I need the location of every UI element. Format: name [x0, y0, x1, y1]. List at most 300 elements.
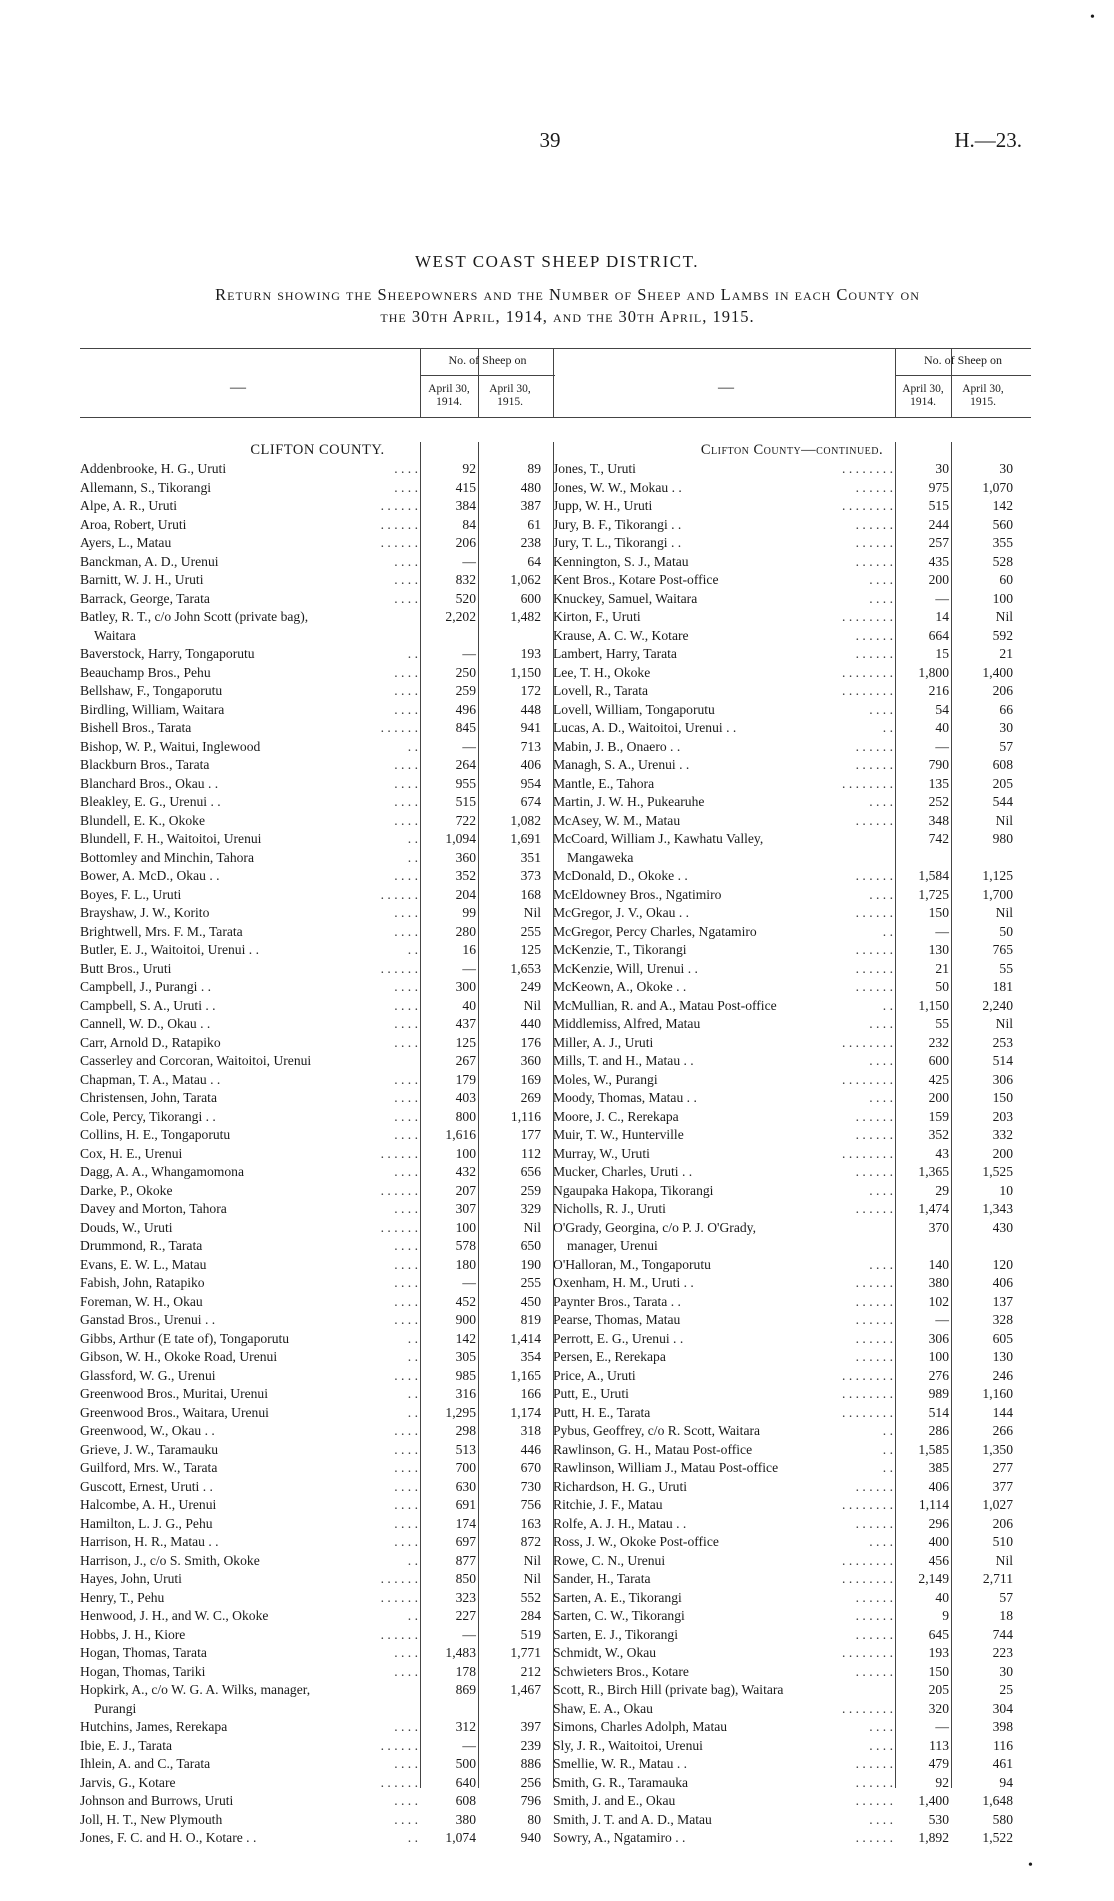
sheep-1914: 296: [928, 1515, 949, 1531]
sheep-1915: 329: [520, 1201, 541, 1216]
table-row: [80, 1052, 555, 1071]
owner-cell: [80, 1626, 418, 1645]
leader-dots: . . . .: [394, 664, 418, 680]
table-row: [553, 923, 1031, 942]
leader-dots: . . . . . .: [855, 942, 893, 957]
owner-name: Davey and Morton, Tahora: [80, 1201, 227, 1216]
owner-cell: [80, 460, 418, 479]
sheep-1914: 352: [928, 1127, 949, 1142]
sheep-1914: 159: [928, 1108, 949, 1124]
sheep-1914: 99: [462, 905, 476, 920]
sheep-1914: 370: [928, 1219, 949, 1235]
owner-cell: [553, 701, 893, 720]
owner-cell: [80, 516, 418, 535]
sheep-1915: 328: [992, 1312, 1013, 1327]
header-col-1914-line2: 1914.: [910, 396, 936, 408]
sheep-1914: —: [462, 1626, 476, 1642]
owner-name: Hamilton, L. J. G., Pehu: [80, 1515, 213, 1531]
owner-name: Barrack, George, Tarata: [80, 590, 210, 606]
owner-name: Smith, J. T. and A. D., Matau: [553, 1811, 712, 1827]
sheep-1914: 92: [935, 1774, 949, 1790]
sheep-1915: 21: [999, 646, 1013, 661]
table-row: [553, 682, 1031, 701]
leader-dots: . . . . . . . .: [842, 1571, 893, 1586]
sheep-1914: 180: [455, 1256, 476, 1272]
sheep-1915: 373: [520, 868, 541, 883]
table-row: [553, 1126, 1031, 1145]
owner-name: Richardson, H. G., Uruti: [553, 1478, 688, 1494]
owner-name: Cox, H. E., Urenui: [80, 1145, 183, 1161]
owner-name: Brayshaw, J. W., Korito: [80, 905, 210, 920]
owner-cell: [553, 1755, 893, 1774]
owner-name: Murray, W., Uruti: [553, 1145, 650, 1161]
sheep-1914: 40: [935, 1589, 949, 1605]
table-row: [553, 1570, 1031, 1589]
leader-dots: . .: [882, 1441, 893, 1457]
sheep-1914: 348: [928, 812, 949, 828]
leader-dots: . . . . . .: [855, 738, 893, 754]
sheep-1914: 1,365: [918, 1164, 949, 1179]
sheep-1914: 515: [928, 498, 949, 513]
table-row: [553, 479, 1031, 498]
table-row: [80, 645, 555, 664]
owner-cell: [80, 645, 418, 664]
owner-cell: [80, 1052, 418, 1071]
owner-cell: [80, 960, 418, 979]
owner-cell: [80, 904, 418, 923]
sheep-1914: 264: [455, 757, 476, 772]
sheep-1915: Nil: [995, 812, 1013, 828]
sheep-1914: 232: [928, 1034, 949, 1050]
owner-cell: [553, 960, 893, 979]
leader-dots: . . . . . . . .: [842, 1145, 893, 1161]
sheep-1915: 1,648: [982, 1793, 1013, 1808]
leader-dots: . . . . . .: [855, 960, 893, 976]
sheep-1914: 14: [935, 609, 949, 624]
county-heading: Clifton County—continued.: [700, 442, 884, 458]
table-row: [553, 1034, 1031, 1053]
sheep-1914: 267: [455, 1053, 476, 1068]
sheep-1914: 432: [455, 1164, 476, 1179]
sheep-1914: 380: [455, 1811, 476, 1827]
sheep-1915: 1,070: [982, 479, 1013, 495]
leader-dots: . .: [407, 942, 418, 957]
sheep-1915: 246: [992, 1367, 1013, 1383]
sheep-1914: 305: [455, 1349, 476, 1364]
owner-name: McKenzie, T., Tikorangi: [553, 942, 687, 957]
table-row: [553, 904, 1031, 923]
owner-cell: [80, 941, 418, 960]
sheep-1914: 200: [928, 572, 949, 587]
owner-cell: [80, 1533, 418, 1552]
sheep-1914: 530: [928, 1811, 949, 1827]
sheep-1915: 1,343: [982, 1201, 1013, 1216]
leader-dots: . .: [407, 831, 418, 846]
sheep-1915: 200: [992, 1145, 1013, 1161]
sheep-1914: 1,584: [918, 868, 949, 883]
sheep-1915: 166: [520, 1386, 541, 1401]
sheep-1915: 1,653: [510, 960, 541, 976]
leader-dots: . . . .: [394, 1164, 418, 1179]
sheep-1914: 204: [455, 886, 476, 902]
sheep-1915: 1,771: [510, 1645, 541, 1660]
owner-name: Moles, W., Purangi: [553, 1071, 658, 1087]
sheep-1914: 130: [928, 942, 949, 957]
leader-dots: . . . .: [394, 757, 418, 772]
leader-dots: . . . .: [394, 923, 418, 939]
sheep-1915: 30: [999, 720, 1013, 735]
sheep-1915: 66: [999, 701, 1013, 717]
sheep-1914: 425: [928, 1071, 949, 1087]
owner-cell: [80, 534, 418, 553]
leader-dots: . . . . . . . .: [842, 1367, 893, 1383]
leader-dots: . . . . . .: [380, 535, 418, 550]
sheep-1914: 280: [455, 923, 476, 939]
owner-name: Cole, Percy, Tikorangi . .: [80, 1108, 216, 1124]
table-row: [553, 1459, 1031, 1478]
owner-name: Bishell Bros., Tarata: [80, 720, 192, 735]
sheep-1914: 456: [928, 1552, 949, 1568]
owner-name: Persen, E., Rerekapa: [553, 1349, 666, 1364]
owner-cell: [553, 1570, 893, 1589]
left-table: [80, 348, 555, 1848]
table-row: [553, 460, 1031, 479]
owner-cell: [553, 1644, 893, 1663]
owner-cell: [80, 1034, 418, 1053]
leader-dots: . . . . . . . .: [842, 1034, 893, 1050]
table-row: [553, 1774, 1031, 1793]
sheep-1914: 1,892: [918, 1830, 949, 1845]
owner-name: Chapman, T. A., Matau . .: [80, 1071, 221, 1087]
owner-name: Putt, E., Uruti: [553, 1386, 629, 1401]
owner-name: Jury, B. F., Tikorangi . .: [553, 516, 682, 532]
sheep-1915: 239: [520, 1737, 541, 1753]
table-row: [553, 1589, 1031, 1608]
column-divider: [951, 442, 952, 1788]
leader-dots: . . . . . .: [855, 1127, 893, 1142]
sheep-1915: 1,482: [510, 609, 541, 624]
owner-cell: [80, 1126, 418, 1145]
owner-cell: [553, 1496, 893, 1515]
sheep-1914: 207: [455, 1182, 476, 1198]
owner-name: Mills, T. and H., Matau . .: [553, 1053, 694, 1068]
sheep-1915: 600: [520, 590, 541, 606]
owner-name: Smith, J. and E., Okau: [553, 1793, 676, 1808]
sheep-1914: 1,150: [918, 997, 949, 1013]
leader-dots: . . . .: [394, 1478, 418, 1494]
table-row: [553, 1293, 1031, 1312]
owner-name: Shaw, E. A., Okau: [553, 1700, 653, 1716]
header-rule: [895, 375, 1031, 376]
owner-cell: [553, 1404, 893, 1423]
sheep-1914: 21: [935, 960, 949, 976]
sheep-1914: 55: [935, 1016, 949, 1031]
sheep-1914: 306: [928, 1330, 949, 1346]
table-row: [80, 1515, 555, 1534]
owner-cell: [553, 553, 893, 572]
sheep-1914: 206: [455, 535, 476, 550]
owner-name: Ibie, E. J., Tarata: [80, 1737, 173, 1753]
sheep-1915: 306: [992, 1071, 1013, 1087]
leader-dots: . .: [882, 923, 893, 939]
header-col-1914-line1: April 30,: [428, 383, 470, 395]
sheep-1915: 304: [992, 1700, 1013, 1716]
owner-cell: [80, 1718, 418, 1737]
owner-cell: [80, 553, 418, 572]
sheep-1914: 832: [455, 572, 476, 587]
owner-cell: [553, 645, 893, 664]
owner-name: Bottomley and Minchin, Tahora: [80, 849, 254, 865]
owner-name: Bellshaw, F., Tongaporutu: [80, 683, 223, 698]
owner-cell: [80, 1200, 418, 1219]
leader-dots: . . . .: [869, 1016, 893, 1031]
table-row: [553, 1737, 1031, 1756]
sheep-1915: 18: [999, 1608, 1013, 1623]
sheep-1914: 135: [928, 775, 949, 791]
leader-dots: . . . .: [869, 572, 893, 587]
owner-cell: [80, 1496, 418, 1515]
sheep-1914: 2,202: [445, 609, 476, 624]
sheep-1915: 172: [520, 683, 541, 698]
owner-name: Mucker, Charles, Uruti . .: [553, 1164, 693, 1179]
leader-dots: . . . . . .: [855, 1774, 893, 1790]
leader-dots: . . . .: [394, 775, 418, 791]
owner-name: McKeown, A., Okoke . .: [553, 979, 687, 994]
table-row: [80, 682, 555, 701]
header-col-1915-line1: April 30,: [962, 383, 1004, 395]
sheep-1915: 765: [992, 942, 1013, 957]
table-row: [553, 756, 1031, 775]
owner-name: Butt Bros., Uruti: [80, 960, 172, 976]
table-row: [80, 997, 555, 1016]
leader-dots: . . . . . .: [380, 516, 418, 532]
owner-name: Guilford, Mrs. W., Tarata: [80, 1460, 218, 1475]
owner-name: McAsey, W. M., Matau: [553, 812, 681, 828]
table-row: [553, 627, 1031, 646]
owner-cell: [80, 849, 418, 868]
table-row: [80, 1330, 555, 1349]
sheep-1914: 700: [455, 1460, 476, 1475]
sheep-1914: 869: [455, 1682, 476, 1697]
sheep-1914: 1,400: [918, 1793, 949, 1808]
sheep-1914: 608: [455, 1793, 476, 1808]
owner-name: McKenzie, Will, Urenui . .: [553, 960, 698, 976]
sheep-1914: 9: [942, 1608, 949, 1623]
owner-name: Jones, T., Uruti: [553, 461, 636, 476]
owner-name: Moore, J. C., Rerekapa: [553, 1108, 679, 1124]
owner-cell: [553, 738, 893, 757]
owner-name: Hobbs, J. H., Kiore: [80, 1626, 186, 1642]
table-row: [553, 571, 1031, 590]
leader-dots: . .: [882, 1460, 893, 1475]
leader-dots: . . . .: [394, 683, 418, 698]
leader-dots: . . . .: [394, 701, 418, 717]
table-row: [80, 1681, 555, 1700]
leader-dots: . . . . . . . .: [842, 1700, 893, 1716]
owner-name: Harrison, H. R., Matau . .: [80, 1534, 219, 1549]
leader-dots: . . . . . . . .: [842, 664, 893, 680]
owner-name: Pybus, Geoffrey, c/o R. Scott, Waitara: [553, 1423, 761, 1438]
leader-dots: . . . . . .: [855, 553, 893, 569]
header-group-label: No. of Sheep on: [448, 353, 527, 367]
owner-cell: [553, 997, 893, 1016]
owner-cell: [80, 1589, 418, 1608]
leader-dots: . . . . . .: [855, 1330, 893, 1346]
owner-name: McCoard, William J., Kawhatu Valley,: [553, 831, 764, 846]
owner-name: McMullian, R. and A., Matau Post-office: [553, 997, 777, 1013]
leader-dots: . . . .: [394, 1645, 418, 1660]
table-row: [80, 1459, 555, 1478]
sheep-1915: Nil: [995, 1016, 1013, 1031]
sheep-1915: 176: [520, 1034, 541, 1050]
leader-dots: . . . . . .: [855, 1349, 893, 1364]
owner-cell: [80, 1552, 418, 1571]
sheep-1915: 519: [520, 1626, 541, 1642]
owner-name: Collins, H. E., Tongaporutu: [80, 1127, 231, 1142]
table-row: [553, 645, 1031, 664]
sheep-1915: 89: [527, 461, 541, 476]
sheep-1915: 181: [992, 979, 1013, 994]
owner-cell: [553, 664, 893, 683]
sheep-1915: 560: [992, 516, 1013, 532]
owner-cell: [80, 1145, 418, 1164]
owner-name: Mabin, J. B., Onaero . .: [553, 738, 681, 754]
owner-name: Ihlein, A. and C., Tarata: [80, 1756, 211, 1771]
leader-dots: . . . .: [394, 1663, 418, 1679]
owner-name: Hutchins, James, Rerekapa: [80, 1719, 228, 1734]
owner-name: Blanchard Bros., Okau . .: [80, 775, 219, 791]
leader-dots: . . . .: [394, 1312, 418, 1327]
table-row: [553, 497, 1031, 516]
table-row: [553, 1367, 1031, 1386]
sheep-1915: 430: [992, 1219, 1013, 1235]
owner-cell: [80, 1737, 418, 1756]
table-row: [553, 1163, 1031, 1182]
sheep-1915: 406: [992, 1275, 1013, 1290]
owner-cell: [80, 1330, 418, 1349]
sheep-1914: 1,074: [445, 1830, 476, 1845]
leader-dots: . . . . . .: [855, 479, 893, 495]
leader-dots: . . . .: [869, 1719, 893, 1734]
leader-dots: . . . . . .: [855, 535, 893, 550]
owner-name: Cannell, W. D., Okau . .: [80, 1016, 211, 1031]
leader-dots: . . . .: [394, 979, 418, 994]
sheep-1915: 377: [992, 1478, 1013, 1494]
leader-dots: . . . .: [394, 1367, 418, 1383]
leader-dots: . . . .: [394, 1016, 418, 1031]
sheep-1914: 178: [455, 1663, 476, 1679]
table-row: [80, 1496, 555, 1515]
leader-dots: . . . .: [869, 1053, 893, 1068]
sheep-1914: 845: [455, 720, 476, 735]
owner-name: Christensen, John, Tarata: [80, 1090, 217, 1105]
leader-dots: . . . . . .: [380, 1774, 418, 1790]
sheep-1915: 57: [999, 738, 1013, 754]
sheep-1914: 84: [462, 516, 476, 532]
table-row: [80, 1145, 555, 1164]
owner-name: Gibson, W. H., Okoke Road, Urenui: [80, 1349, 278, 1364]
sheep-1914: 352: [455, 868, 476, 883]
leader-dots: . . . . . . . .: [842, 1071, 893, 1087]
sheep-1914: 380: [928, 1275, 949, 1290]
table-row: [80, 1718, 555, 1737]
sheep-1914: 30: [935, 461, 949, 476]
sheep-1915: 796: [520, 1793, 541, 1808]
sheep-1915: 259: [520, 1182, 541, 1198]
table-row: [553, 516, 1031, 535]
owner-name: Henwood, J. H., and W. C., Okoke: [80, 1608, 269, 1623]
owner-name: Jury, T. L., Tikorangi . .: [553, 535, 682, 550]
sheep-1915: Nil: [523, 905, 541, 920]
owner-cell: [80, 590, 418, 609]
leader-dots: . . . .: [394, 1441, 418, 1457]
owner-cell: [553, 1348, 893, 1367]
sheep-1914: 1,800: [918, 664, 949, 680]
owner-name: Greenwood Bros., Muritai, Urenui: [80, 1386, 269, 1401]
table-row: [80, 1478, 555, 1497]
owner-name: Rowe, C. N., Urenui: [553, 1552, 666, 1568]
owner-cell: [553, 590, 893, 609]
leader-dots: . . . . . .: [855, 868, 893, 883]
sheep-1914: 800: [455, 1108, 476, 1124]
owner-name: Muir, T. W., Hunterville: [553, 1127, 684, 1142]
leader-dots: . . . .: [394, 1719, 418, 1734]
owner-name: Paynter Bros., Tarata . .: [553, 1293, 681, 1309]
sheep-1915: Nil: [995, 609, 1013, 624]
leader-dots: . . . . . .: [380, 1145, 418, 1161]
sheep-1915: 1,467: [510, 1682, 541, 1697]
sheep-1914: 298: [455, 1423, 476, 1438]
table-row: [80, 1385, 555, 1404]
sheep-1914: 113: [929, 1737, 949, 1753]
leader-dots: . .: [407, 1386, 418, 1401]
header-col-1915-line2: 1915.: [497, 396, 523, 408]
owner-name: Brightwell, Mrs. F. M., Tarata: [80, 923, 243, 939]
owner-name: Halcombe, A. H., Urenui: [80, 1497, 217, 1512]
leader-dots: . . . .: [394, 905, 418, 920]
sheep-1915: 205: [992, 775, 1013, 791]
owner-cell: [553, 1089, 893, 1108]
owner-name: Jones, W. W., Mokau . .: [553, 479, 682, 495]
owner-name: Carr, Arnold D., Ratapiko: [80, 1034, 221, 1050]
owner-cell: [80, 1385, 418, 1404]
owner-cell: [80, 812, 418, 831]
header-col-1915-line1: April 30,: [489, 383, 531, 395]
owner-name: Lovell, R., Tarata: [553, 683, 649, 698]
table-row: [80, 719, 555, 738]
table-row: [80, 534, 555, 553]
table-row: [80, 1348, 555, 1367]
owner-cell: [553, 1829, 893, 1848]
leader-dots: . .: [407, 1552, 418, 1568]
owner-name: Lucas, A. D., Waitoitoi, Urenui . .: [553, 720, 737, 735]
left-table-header: [80, 348, 555, 418]
sheep-1914: —: [935, 590, 949, 606]
owner-cell: [80, 978, 418, 997]
sheep-1915: 756: [520, 1497, 541, 1512]
owner-cell: [80, 830, 418, 849]
sheep-1914: 403: [455, 1090, 476, 1105]
table-row: [553, 960, 1031, 979]
leader-dots: . . . .: [394, 1423, 418, 1438]
sheep-1915: 398: [992, 1719, 1013, 1734]
owner-cell: [553, 460, 893, 479]
owner-name: Krause, A. C. W., Kotare: [553, 627, 689, 643]
sheep-1915: 80: [527, 1811, 541, 1827]
sheep-1914: 307: [455, 1201, 476, 1216]
leader-dots: . .: [407, 1404, 418, 1420]
leader-dots: . . . . . . . .: [842, 461, 893, 476]
